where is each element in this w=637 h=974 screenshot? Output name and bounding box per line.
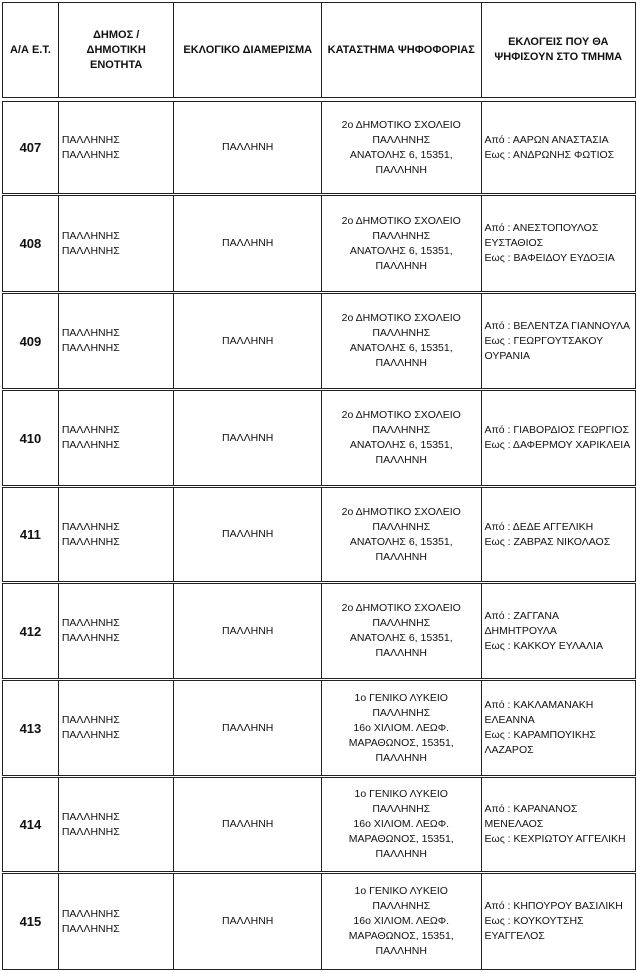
electoral-district: ΠΑΛΛΗΝΗ <box>174 294 322 388</box>
polling-place-line: 16ο ΧΙΛΙΟΜ. ΛΕΩΦ. <box>353 915 450 927</box>
polling-place-line: ΠΑΛΛΗΝΗΣ <box>372 133 431 146</box>
table-row <box>2 680 636 776</box>
polling-place-cell <box>322 488 482 581</box>
municipality-line: ΠΑΛΛΗΝΗΣ <box>61 825 120 838</box>
municipality-line: ΠΑΛΛΗΝΗΣ <box>61 439 120 451</box>
voters-range-line: Από : ΓΙΑΒΟΡΔΙΟΣ ΓΕΩΡΓΙΟΣ <box>484 424 629 436</box>
municipality-line: ΠΑΛΛΗΝΗΣ <box>61 229 120 242</box>
section-number: 412 <box>3 584 59 678</box>
polling-place-line: 16ο ΧΙΛΙΟΜ. ΛΕΩΦ. <box>353 818 450 830</box>
polling-place-line: ΠΑΛΛΗΝΗΣ <box>372 424 431 436</box>
polling-place-line: 2ο ΔΗΜΟΤΙΚΟ ΣΧΟΛΕΙΟ <box>341 409 461 421</box>
voters-range-line: ΛΑΖΑΡΟΣ <box>484 744 534 756</box>
polling-place-line: ΠΑΛΛΗΝΗ <box>375 550 427 563</box>
polling-place-line: ΠΑΛΛΗΝΗ <box>375 454 427 466</box>
table-header <box>2 2 636 98</box>
table-row <box>2 487 636 582</box>
section-number: 411 <box>3 488 59 581</box>
voters-range-line: ΕΛΕΑΝΝΑ <box>484 714 535 726</box>
electoral-district: ΠΑΛΛΗΝΗ <box>174 584 322 678</box>
table-row <box>2 777 636 872</box>
table-row <box>2 873 636 970</box>
voters-range-line: ΔΗΜΗΤΡΟΥΛΑ <box>484 624 557 637</box>
voters-range-line: ΜΕΝΕΛΑΟΣ <box>484 818 544 830</box>
municipality-line: ΠΑΛΛΗΝΗΣ <box>61 922 120 935</box>
voters-range-line: Εως : ΓΕΩΡΓΟΥΤΣΑΚΟΥ <box>484 334 604 347</box>
electoral-district: ΠΑΛΛΗΝΗ <box>174 102 322 193</box>
header-polling-place: ΚΑΤΑΣΤΗΜΑ ΨΗΦΟΦΟΡΙΑΣ <box>322 3 481 97</box>
polling-place-line: ΠΑΛΛΗΝΗ <box>375 848 427 860</box>
voters-range-line: Εως : ΑΝΔΡΩΝΗΣ ΦΩΤΙΟΣ <box>484 148 615 161</box>
municipality-line: ΠΑΛΛΗΝΗΣ <box>61 342 120 354</box>
municipality-line: ΠΑΛΛΗΝΗΣ <box>61 148 120 161</box>
polling-place-line: ΠΑΛΛΗΝΗΣ <box>372 229 431 242</box>
municipality-line: ΠΑΛΛΗΝΗΣ <box>61 244 120 257</box>
polling-place-cell <box>322 391 482 485</box>
table-row <box>2 101 636 194</box>
polling-place-line: 1ο ΓΕΝΙΚΟ ΛΥΚΕΙΟ <box>354 885 448 897</box>
polling-place-line: 16ο ΧΙΛΙΟΜ. ΛΕΩΦ. <box>353 721 450 734</box>
polling-place-line: ΑΝΑΤΟΛΗΣ 6, 15351, <box>349 632 453 644</box>
voters-range-cell <box>482 102 636 193</box>
municipality-cell <box>59 488 175 581</box>
voters-range-line: Από : ΔΕΔΕ ΑΓΓΕΛΙΚΗ <box>484 520 594 533</box>
header-municipality: ΔΗΜΟΣ / ΔΗΜΟΤΙΚΗ ΕΝΟΤΗΤΑ <box>59 3 175 97</box>
voters-range-cell <box>482 681 636 775</box>
polling-place-line: ΠΑΛΛΗΝΗΣ <box>372 900 431 912</box>
section-number: 410 <box>3 391 59 485</box>
electoral-district: ΠΑΛΛΗΝΗ <box>174 874 322 969</box>
municipality-line: ΠΑΛΛΗΝΗΣ <box>61 714 120 726</box>
municipality-line: ΠΑΛΛΗΝΗΣ <box>61 520 120 533</box>
municipality-line: ΠΑΛΛΗΝΗΣ <box>61 617 120 629</box>
voters-range-line: Εως : ΚΕΧΡΙΩΤΟΥ ΑΓΓΕΛΙΚΗ <box>484 833 626 845</box>
municipality-cell <box>59 681 175 775</box>
polling-place-line: ΠΑΛΛΗΝΗ <box>375 647 427 659</box>
electoral-district: ΠΑΛΛΗΝΗ <box>174 196 322 291</box>
voters-range-cell <box>482 196 636 291</box>
polling-place-line: ΠΑΛΛΗΝΗ <box>375 945 427 957</box>
municipality-line: ΠΑΛΛΗΝΗΣ <box>61 133 120 146</box>
voters-range-line: Εως : ΒΑΦΕΙΔΟΥ ΕΥΔΟΞΙΑ <box>484 252 615 264</box>
municipality-cell <box>59 391 175 485</box>
polling-place-line: ΜΑΡΑΘΩΝΟΣ, 15351, <box>348 833 454 845</box>
polling-place-cell <box>322 584 482 678</box>
voters-range-cell <box>482 584 636 678</box>
section-number: 408 <box>3 196 59 291</box>
voters-range-line: ΕΥΣΤΑΘΙΟΣ <box>484 237 544 249</box>
section-number: 407 <box>3 102 59 193</box>
polling-place-cell <box>322 874 482 969</box>
electoral-district: ΠΑΛΛΗΝΗ <box>174 681 322 775</box>
municipality-line: ΠΑΛΛΗΝΗΣ <box>61 327 120 339</box>
voters-range-line: Από : ΑΑΡΩΝ ΑΝΑΣΤΑΣΙΑ <box>484 133 609 146</box>
voters-range-cell <box>482 778 636 871</box>
polling-place-line: 2ο ΔΗΜΟΤΙΚΟ ΣΧΟΛΕΙΟ <box>341 602 461 614</box>
section-number: 409 <box>3 294 59 388</box>
polling-place-cell <box>322 102 482 193</box>
polling-place-line: 2ο ΔΗΜΟΤΙΚΟ ΣΧΟΛΕΙΟ <box>341 214 461 227</box>
polling-place-cell <box>322 294 482 388</box>
polling-place-line: 1ο ΓΕΝΙΚΟ ΛΥΚΕΙΟ <box>354 788 448 800</box>
header-voters: ΕΚΛΟΓΕΙΣ ΠΟΥ ΘΑ ΨΗΦΙΣΟΥΝ ΣΤΟ ΤΜΗΜΑ <box>494 36 623 63</box>
voters-range-cell <box>482 874 636 969</box>
municipality-line: ΠΑΛΛΗΝΗΣ <box>61 729 120 741</box>
voters-range-line: Εως : ΚΑΚΚΟΥ ΕΥΛΑΛΙΑ <box>484 639 603 652</box>
polling-place-line: ΑΝΑΤΟΛΗΣ 6, 15351, <box>349 148 453 161</box>
polling-place-line: ΠΑΛΛΗΝΗΣ <box>372 327 431 339</box>
polling-place-line: ΠΑΛΛΗΝΗ <box>375 259 427 272</box>
voters-range-line: Από : ΖΑΓΓΑΝΑ <box>484 609 559 622</box>
voters-range-line: Εως : ΚΑΡΑΜΠΟΥΙΚΗΣ <box>484 729 596 741</box>
municipality-cell <box>59 874 175 969</box>
table-row <box>2 195 636 292</box>
electoral-district: ΠΑΛΛΗΝΗ <box>174 391 322 485</box>
table-row <box>2 293 636 389</box>
electoral-district: ΠΑΛΛΗΝΗ <box>174 778 322 871</box>
polling-place-cell <box>322 681 482 775</box>
municipality-line: ΠΑΛΛΗΝΗΣ <box>61 907 120 920</box>
polling-place-line: ΠΑΛΛΗΝΗΣ <box>372 706 431 719</box>
polling-place-line: ΠΑΛΛΗΝΗ <box>375 163 427 176</box>
section-number: 415 <box>3 874 59 969</box>
polling-place-line: ΠΑΛΛΗΝΗ <box>375 357 427 369</box>
polling-place-line: 2ο ΔΗΜΟΤΙΚΟ ΣΧΟΛΕΙΟ <box>341 312 461 324</box>
voters-range-line: Από : ΚΑΡΑΝΑΝΟΣ <box>484 803 578 815</box>
polling-place-line: ΠΑΛΛΗΝΗΣ <box>372 520 431 533</box>
polling-place-line: ΠΑΛΛΗΝΗ <box>375 751 427 764</box>
municipality-line: ΠΑΛΛΗΝΗΣ <box>61 535 120 548</box>
voters-range-line: Από : ΑΝΕΣΤΟΠΟΥΛΟΣ <box>484 222 599 234</box>
polling-place-line: ΠΑΛΛΗΝΗΣ <box>372 803 431 815</box>
polling-place-line: ΑΝΑΤΟΛΗΣ 6, 15351, <box>349 342 453 354</box>
municipality-cell <box>59 778 175 871</box>
voters-range-line: ΕΥΑΓΓΕΛΟΣ <box>484 930 545 942</box>
voters-range-line: ΟΥΡΑΝΙΑ <box>484 349 531 362</box>
polling-place-line: ΑΝΑΤΟΛΗΣ 6, 15351, <box>349 244 453 257</box>
voters-range-line: Από : ΒΕΛΕΝΤΖΑ ΓΙΑΝΝΟΥΛΑ <box>484 319 631 332</box>
polling-place-line: ΠΑΛΛΗΝΗΣ <box>372 617 431 629</box>
municipality-line: ΠΑΛΛΗΝΗΣ <box>61 810 120 823</box>
section-number: 414 <box>3 778 59 871</box>
polling-place-line: ΑΝΑΤΟΛΗΣ 6, 15351, <box>349 535 453 548</box>
municipality-cell <box>59 102 175 193</box>
voters-range-cell <box>482 294 636 388</box>
electoral-district: ΠΑΛΛΗΝΗ <box>174 488 322 581</box>
polling-place-line: ΜΑΡΑΘΩΝΟΣ, 15351, <box>348 930 454 942</box>
municipality-cell <box>59 294 175 388</box>
municipality-line: ΠΑΛΛΗΝΗΣ <box>61 424 120 436</box>
voters-range-line: Εως : ΚΟΥΚΟΥΤΣΗΣ <box>484 915 584 927</box>
header-aa: Α/Α Ε.Τ. <box>3 3 59 97</box>
table-row <box>2 390 636 486</box>
polling-place-cell <box>322 778 482 871</box>
voters-range-cell <box>482 391 636 485</box>
polling-place-line: 2ο ΔΗΜΟΤΙΚΟ ΣΧΟΛΕΙΟ <box>341 505 461 518</box>
section-number: 413 <box>3 681 59 775</box>
municipality-cell <box>59 196 175 291</box>
voters-range-cell <box>482 488 636 581</box>
polling-place-line: 2ο ΔΗΜΟΤΙΚΟ ΣΧΟΛΕΙΟ <box>341 118 461 131</box>
polling-place-line: 1ο ΓΕΝΙΚΟ ΛΥΚΕΙΟ <box>354 691 448 704</box>
voters-range-line: Εως : ΖΑΒΡΑΣ ΝΙΚΟΛΑΟΣ <box>484 535 611 548</box>
municipality-cell <box>59 584 175 678</box>
polling-place-line: ΜΑΡΑΘΩΝΟΣ, 15351, <box>348 736 454 749</box>
polling-place-cell <box>322 196 482 291</box>
voters-range-line: Από : ΚΗΠΟΥΡΟΥ ΒΑΣΙΛΙΚΗ <box>484 900 623 912</box>
municipality-line: ΠΑΛΛΗΝΗΣ <box>61 632 120 644</box>
header-district: ΕΚΛΟΓΙΚΟ ΔΙΑΜΕΡΙΣΜΑ <box>174 3 322 97</box>
table-row <box>2 583 636 679</box>
voters-range-line: Από : ΚΑΚΛΑΜΑΝΑΚΗ <box>484 699 594 711</box>
voters-range-line: Εως : ΔΑΦΕΡΜΟΥ ΧΑΡΙΚΛΕΙΑ <box>484 439 631 451</box>
polling-place-line: ΑΝΑΤΟΛΗΣ 6, 15351, <box>349 439 453 451</box>
